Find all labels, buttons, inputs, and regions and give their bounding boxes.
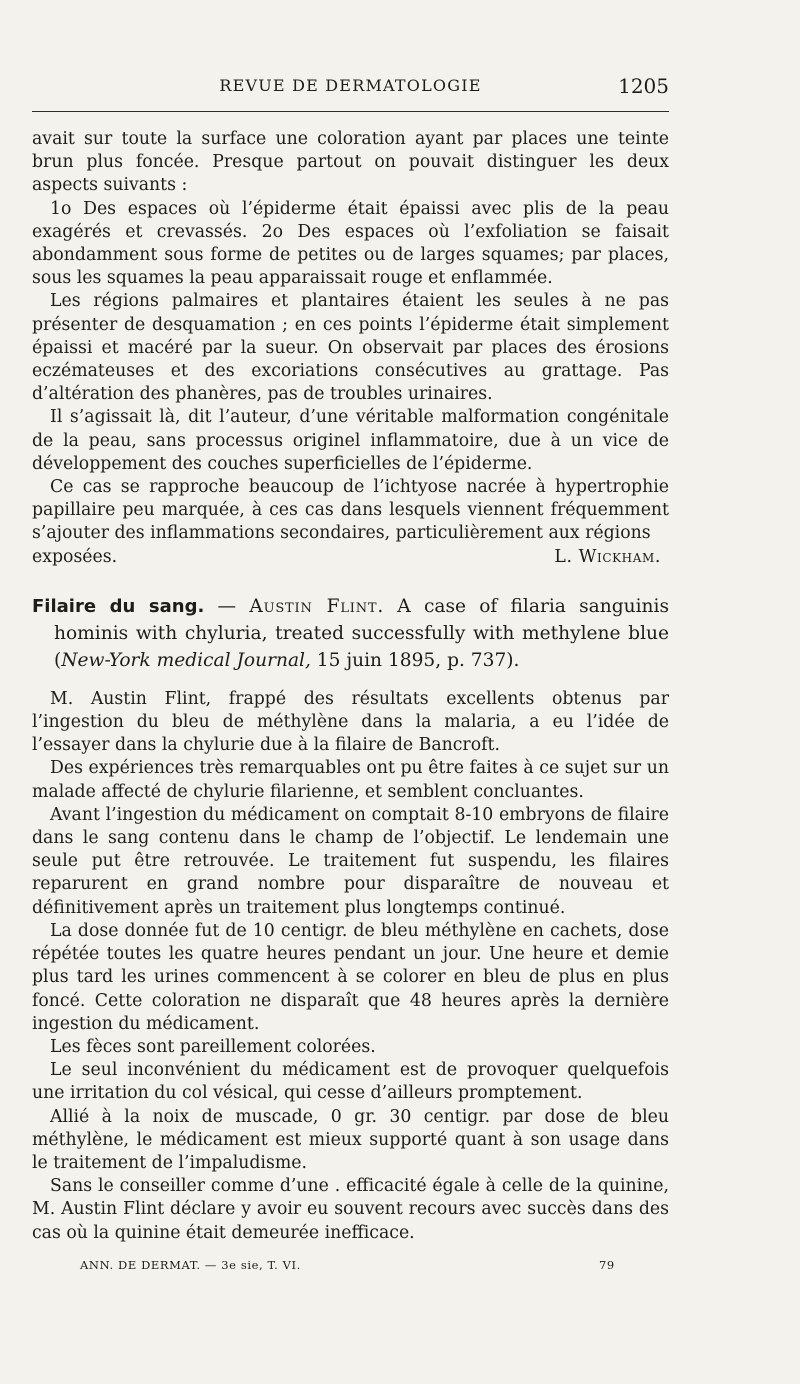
paragraph: Les régions palmaires et plantaires étaient les seules à ne pas présenter de desquamation ; en ces points l’épiderme était simplement épaissi et macéré par la sueur. On observait par places des érosions eczémateuses et des excoriations consécutives au grattage. Pas d’altération des phanères, pas de troubles urinaires.	[32, 291, 669, 405]
paragraph: Ce cas se rapproche beaucoup de l’ichtyose nacrée à hypertrophie papillaire peu marquée, à ces cas dans lesquels viennent fréquemment s’ajouter des inflammations secondaires, particulièrement aux régions	[32, 477, 669, 544]
paragraph: Sans le conseiller comme d’une . efficacité égale à celle de la quinine, M. Austin Flint déclare y avoir eu souvent recours avec succès dans des cas où la quinine était demeurée inefficace.	[32, 1176, 669, 1243]
paragraph: 1o Des espaces où l’épiderme était épaissi avec plis de la peau exagérés et crevassés. 2o Des espaces où l’exfoliation se faisait abondamment sous forme de petites ou de larges squames; par places, sous les squames la peau apparaissait rouge et enflammée.	[32, 198, 669, 289]
page-number: 1205	[618, 74, 669, 98]
journal-name: New-York medical Journal,	[61, 649, 311, 671]
body-text	[32, 128, 669, 1245]
paragraph: Les fèces sont pareillement colorées.	[50, 1036, 376, 1057]
author-signature: L. Wickham.	[554, 546, 661, 567]
paragraph: Allié à la noix de muscade, 0 gr. 30 centigr. par dose de bleu méthylène, le médicament est mieux supporté quant à son usage dans le traitement de l’impaludisme.	[32, 1106, 669, 1173]
heading-dash: —	[204, 595, 250, 617]
page-header	[32, 74, 669, 102]
paragraph-end: exposées.	[32, 546, 118, 567]
running-title: REVUE DE DERMATOLOGIE	[219, 76, 482, 95]
article-title: A case of filaria sanguinis hominis with chyluria, treated successfully with methylene blue (	[54, 595, 669, 671]
paragraph: Il s’agissait là, dit l’auteur, d’une véritable malformation congénitale de la peau, sans processus originel inflammatoire, due à un vice de développement des couches superficielles de l’épiderme.	[32, 407, 669, 474]
article-keyword: Filaire du sang.	[32, 595, 205, 617]
header-rule	[32, 111, 669, 112]
paragraph: Avant l’ingestion du médicament on comptait 8-10 embryons de filaire dans le sang contenu dans le champ de l’objectif. Le lendemain une seule put être retrouvée. Le traitement fut suspendu, les filaires reparurent en grand nombre pour disparaître de nouveau et définitivement après un traitement plus longtemps continué.	[32, 804, 669, 918]
article-heading-text	[32, 593, 669, 674]
article-citation: 15 juin 1895, p. 737).	[310, 649, 520, 671]
article-author: Austin Flint.	[249, 595, 385, 617]
paragraph: Le seul inconvénient du médicament est de provoquer quelquefois une irritation du col vésical, qui cesse d’ailleurs promptement.	[32, 1060, 669, 1104]
paragraph: avait sur toute la surface une coloration ayant par places une teinte brun plus foncée. Presque partout on pouvait distinguer les deux aspects suivants :	[32, 129, 669, 196]
signature-line	[32, 546, 669, 569]
footer-signature-mark: ANN. DE DERMAT. — 3e sie, T. VI.	[80, 1258, 301, 1272]
paragraph: Des expériences très remarquables ont pu être faites à ce sujet sur un malade affecté de chylurie filarienne, et semblent concluantes.	[32, 758, 669, 802]
footer-sheet-number: 79	[599, 1258, 615, 1272]
paragraph: La dose donnée fut de 10 centigr. de bleu méthylène en cachets, dose répétée toutes les quatre heures pendant un jour. Une heure et demie plus tard les urines commencent à se colorer en bleu de plus en plus foncé. Cette coloration ne disparaît que 48 heures après la dernière ingestion du médicament.	[32, 920, 669, 1034]
article-heading	[32, 593, 669, 674]
paragraph: M. Austin Flint, frappé des résultats excellents obtenus par l’ingestion du bleu de méthylène dans la malaria, a eu l’idée de l’essayer dans la chylurie due à la filaire de Bancroft.	[32, 688, 669, 756]
